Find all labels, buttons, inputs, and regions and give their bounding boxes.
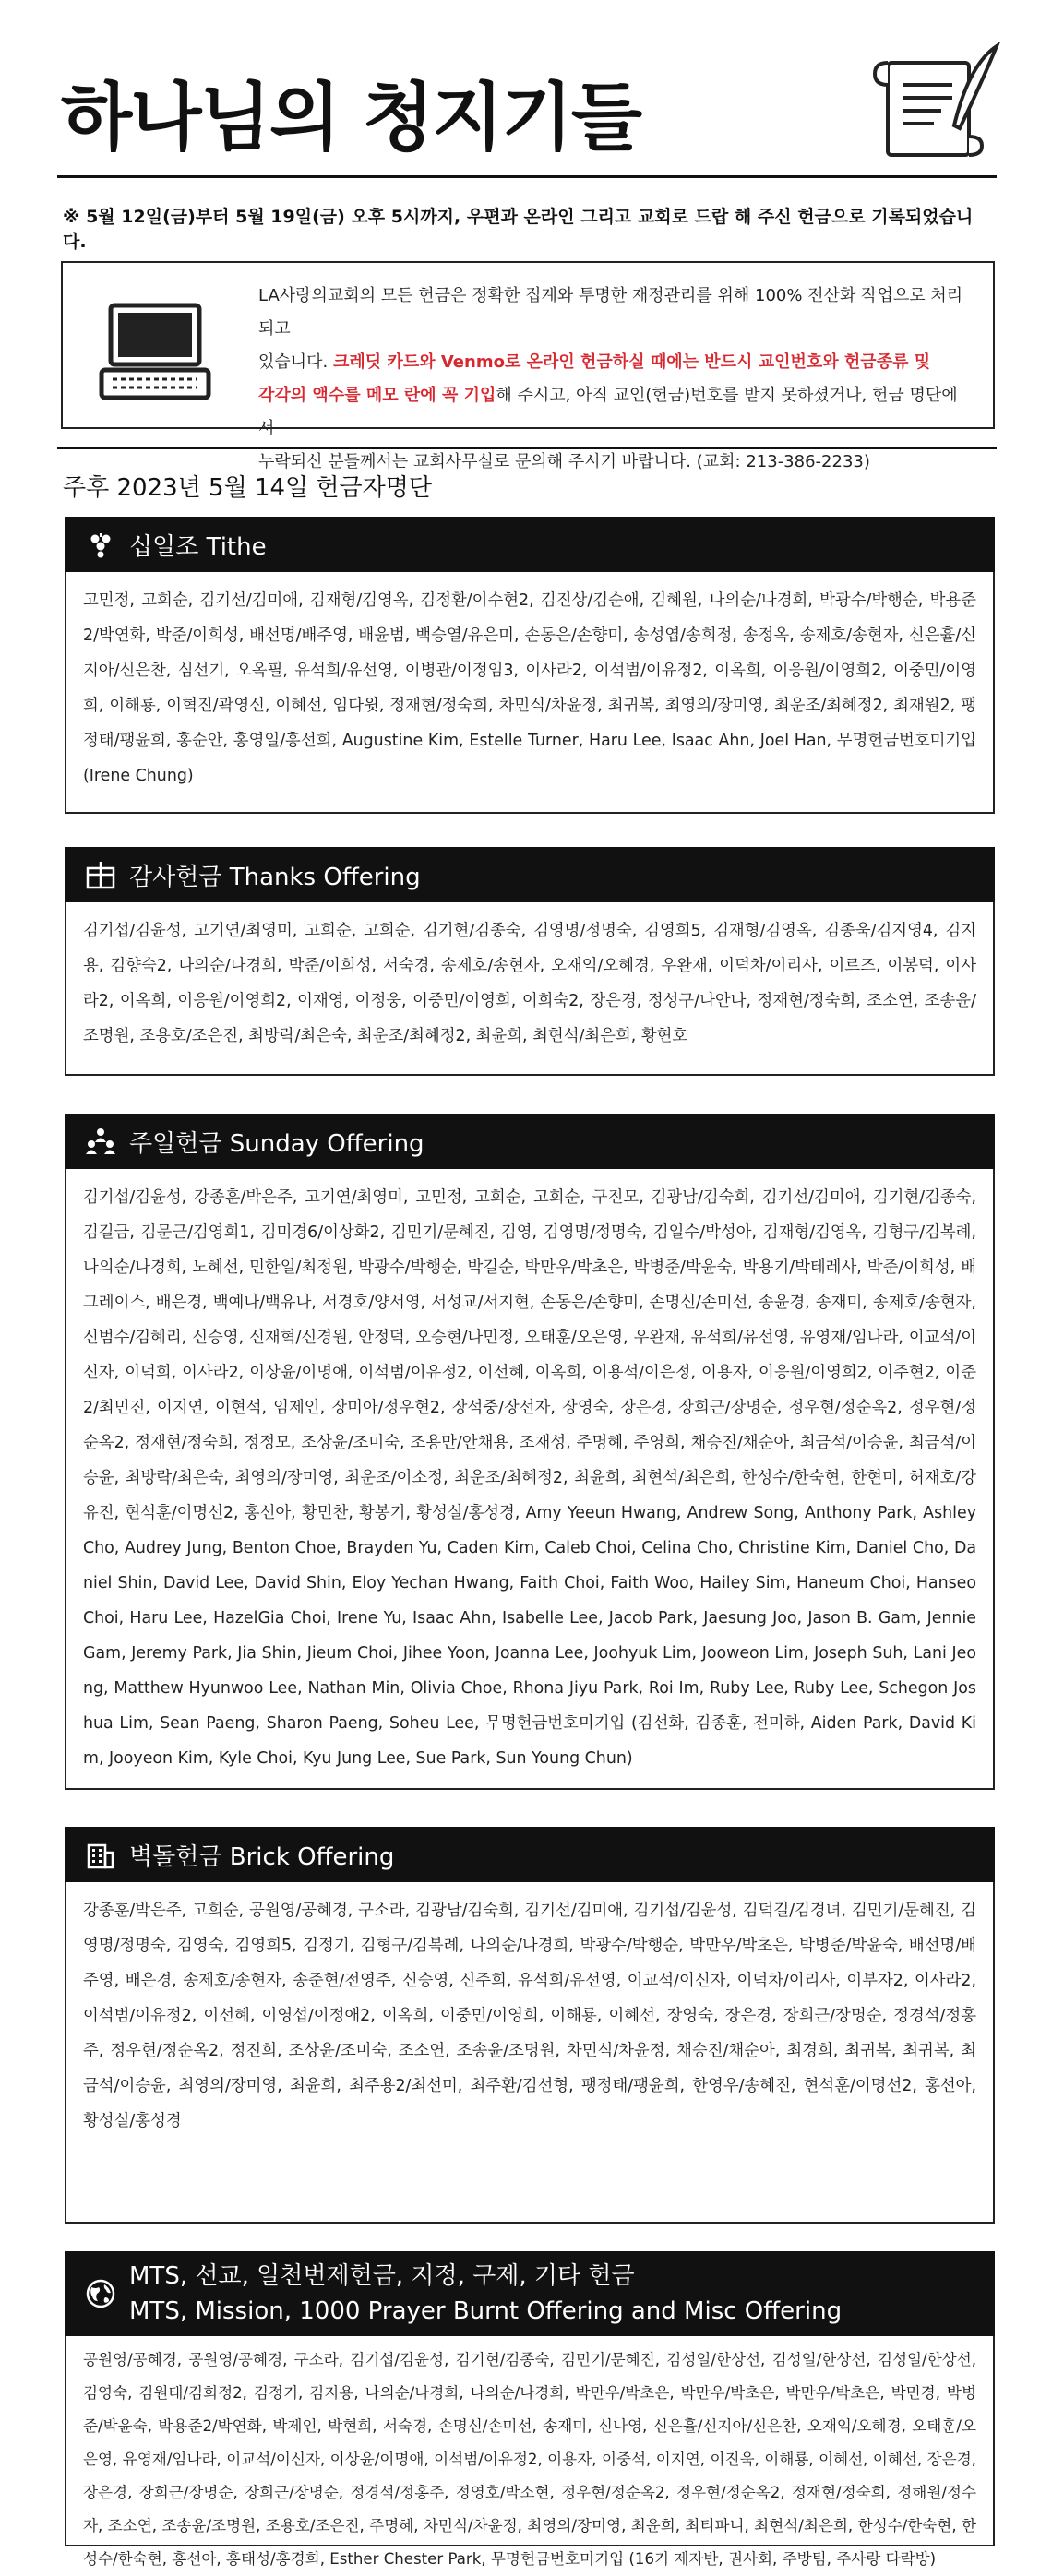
info-line-2: 있습니다. 크레딧 카드와 Venmo로 온라인 헌금하실 때에는 반드시 교인번호와 헌금종류 및: [258, 352, 931, 372]
section-body-brick: 강종훈/박은주, 고희순, 공원영/공혜경, 구소라, 김광남/김숙희, 김기선/김미애, 김기섭/김윤성, 김덕길/김경녀, 김민기/문혜진, 김영명/정명숙, 김영숙, 김영희5, 김정기, 김형구/김복례, 나의순/나경희, 박광수/박행순, 박만우/박초은, 박병준/박윤숙, 배선명/배주영, 배은경, 송제호/송현자, 송준현/전영주, 신승영, 신주희, 유석희/유선영, 이교석/이신자, 이덕차/이리사, 이부자2, 이사라2, 이석범/이유정2, 이선혜, 이영섭/이정애2, 이옥희, 이중민/이영희, 이해룡, 이혜선, 장영숙, 장은경, 장희근/장명순, 정경석/정홍주, 정우현/정순옥2, 정진희, 조상윤/조미숙, 조소연, 조송윤/조명원, 차민식/차윤정, 채승진/채순아, 최경희, 최귀복, 최귀복, 최금석/이승윤, 최영의/장미영, 최윤희, 최주용2/최선미, 최주환/김선형, 팽정태/팽윤희, 한영우/송혜진, 현석훈/이명선2, 홍선아, 황성실/홍성경: [65, 1882, 995, 2224]
section-header-thanks: [65, 847, 995, 902]
info-line-1: LA사랑의교회의 모든 헌금은 정확한 집계와 투명한 재정관리를 위해 100% 전산화 작업으로 처리되고: [258, 286, 963, 339]
recording-notice: ※ 5월 12일(금)부터 5월 19일(금) 오후 5시까지, 우편과 온라인 그리고 교회로 드랍 해 주신 헌금으로 기록되었습니다.: [63, 207, 974, 252]
page-title: 하나님의 청지기들: [61, 75, 641, 161]
section-title-mts-korean: MTS, 선교, 일천번제헌금, 지정, 구제, 기타 헌금: [129, 2262, 635, 2290]
title-rule: [57, 175, 997, 178]
info-box: [61, 261, 995, 471]
people-icon: [85, 1126, 116, 1157]
info-emphasis-2: 각각의 액수를 메모 란에 꼭 기입: [258, 386, 496, 405]
section-body-sunday: 김기섭/김윤성, 강종훈/박은주, 고기연/최영미, 고민정, 고희순, 고희순, 구진모, 김광남/김숙희, 김기선/김미애, 김기현/김종숙, 김길금, 김문근/김영희1, 김미경6/이상화2, 김민기/문혜진, 김영, 김영명/정명숙, 김일수/박성아, 김재형/김영옥, 김형구/김복례, 나의순/나경희, 노혜선, 민한일/최정원, 박광수/박행순, 박길순, 박만우/박초은, 박병준/박윤숙, 박용기/박테레사, 박준/이희성, 배그레이스, 배은경, 백예나/백유나, 서경호/양서영, 서성교/서지현, 손동은/손향미, 손명신/손미선, 송윤경, 송재미, 송제호/송현자, 신범수/김혜리, 신승영, 신재혁/신경원, 안정덕, 오승현/나민정, 오태훈/오은영, 우완재, 유석희/유선영, 유영재/임나라, 이교석/이신자, 이덕희, 이사라2, 이상윤/이명애, 이석범/이유정2, 이선혜, 이옥희, 이용석/이은정, 이용자, 이응원/이영희2, 이주현2, 이준2/최민진, 이지연, 이현석, 임제인, 장미아/정우현2, 장석중/장선자, 장영숙, 장은경, 장희근/장명순, 정우현/정순옥2, 정우현/정순옥2, 정재현/정숙희, 정정모, 조상윤/조미숙, 조용만/안채용, 조재성, 주명혜, 주영희, 채승진/채순아, 최금석/이승윤, 최금석/이승윤, 최방락/최은숙, 최영의/장미영, 최운조/이소정, 최운조/최혜정2, 최윤희, 최현석/최은희, 한성수/한숙현, 한현미, 허재호/강유진, 현석훈/이명선2, 홍선아, 황민찬, 황봉기, 황성실/홍성경, Amy Yeeun Hwang, Andrew Song, Anthony Park, Ashley Cho, Audrey Jung, Benton Choe, Brayden Yu, Caden Kim, Caleb Choi, Celina Cho, Christine Kim, Daniel Cho, Daniel Shin, David Lee, David Shin, Eloy Yechan Hwang, Faith Choi, Faith Woo, Hailey Sim, Haneum Choi, Hanseo Choi, Haru Lee, HazelGia Choi, Irene Yu, Isaac Ahn, Isabelle Lee, Jacob Park, Jaesung Joo, Jason B. Gam, Jennie Gam, Jeremy Park, Jia Shin, Jieum Choi, Jihee Yoon, Joanna Lee, Joohyuk Lim, Jooweon Lim, Joseph Suh, Lani Jeong, Matthew Hyunwoo Lee, Nathan Min, Olivia Choe, Rhona Jiyu Park, Roi Im, Ruby Lee, Ruby Lee, Schegon Joshua Lim, Sean Paeng, Sharon Paeng, Soheu Lee, 무명헌금번호미기입 (김선화, 김종훈, 전미하, Aiden Park, David Kim, Jooyeon Kim, Kyle Choi, Kyu Jung Lee, Sue Park, Sun Young Chun): [65, 1169, 995, 1790]
section-title-tithe: 십일조 Tithe: [129, 532, 267, 561]
computer-icon: [98, 302, 213, 403]
section-body-mts: 공원영/공혜경, 공원영/공혜경, 구소라, 김기섭/김윤성, 김기현/김종숙, 김민기/문혜진, 김성일/한상선, 김성일/한상선, 김성일/한상선, 김영숙, 김원태/김희정2, 김정기, 김지용, 나의순/나경희, 나의순/나경희, 박만우/박초은, 박만우/박초은, 박만우/박초은, 박민경, 박병준/박윤숙, 박용준2/박연화, 박제인, 박현희, 서숙경, 손명신/손미선, 송재미, 신나영, 신은휼/신지아/신은찬, 오재익/오혜경, 오태훈/오은영, 유영재/임나라, 이교석/이신자, 이상윤/이명애, 이석범/이유정2, 이용자, 이중석, 이지연, 이진욱, 이해룡, 이혜선, 이혜선, 장은경, 장은경, 장희근/장명순, 장희근/장명순, 정경석/정홍주, 정영호/박소현, 정우현/정순옥2, 정우현/정순옥2, 정재현/정숙희, 정해원/정수자, 조소연, 조송윤/조명원, 조용호/조은진, 주명혜, 차민식/차윤정, 최영의/장미영, 최윤희, 최티파니, 최현석/최은희, 한성수/한숙현, 한성수/한숙현, 홍선아, 홍태성/홍경희, Esther Chester Park, 무명헌금번호미기입 (16기 제자반, 권사회, 주방팀, 주사랑 다락방): [65, 2336, 995, 2546]
week-title: 주후 2023년 5월 14일 헌금자명단: [63, 474, 433, 502]
section-header-brick: [65, 1827, 995, 1882]
section-header-sunday: [65, 1114, 995, 1169]
section-title-mts-english: MTS, Mission, 1000 Prayer Burnt Offering and Misc Offering: [129, 2297, 843, 2325]
gift-icon: [85, 859, 116, 890]
scroll-quill-icon: [867, 37, 1006, 166]
info-line-4: 누락되신 분들께서는 교회사무실로 문의해 주시기 바랍니다. (교회: 213-386-2233): [258, 452, 870, 471]
section-header-tithe: [65, 517, 995, 572]
section-title-brick: 벽돌헌금 Brick Offering: [129, 1843, 395, 1871]
grapes-icon: [85, 529, 116, 560]
section-title-thanks: 감사헌금 Thanks Offering: [129, 863, 421, 891]
section-body-tithe: 고민정, 고희순, 김기선/김미애, 김재형/김영옥, 김정환/이수현2, 김진상/김순애, 김혜원, 나의순/나경희, 박광수/박행순, 박용준2/박연화, 박준/이희성, 배선명/배주영, 배윤범, 백승열/유은미, 손동은/손향미, 송성엽/송희정, 송정옥, 송제호/송현자, 신은휼/신지아/신은찬, 심선기, 오옥필, 유석희/유선영, 이병관/이정임3, 이사라2, 이석범/이유정2, 이옥희, 이응원/이영희2, 이중민/이영희, 이해룡, 이혁진/곽영신, 이혜선, 임다윗, 정재현/정숙희, 차민식/차윤정, 최귀복, 최영의/장미영, 최운조/최혜정2, 최재원2, 팽정태/팽윤희, 홍순안, 홍영일/홍선희, Augustine Kim, Estelle Turner, Haru Lee, Isaac Ahn, Joel Han, 무명헌금번호미기입 (Irene Chung): [65, 572, 995, 814]
section-header-mts: [65, 2251, 995, 2336]
building-icon: [85, 1839, 116, 1870]
section-body-thanks: 김기섭/김윤성, 고기연/최영미, 고희순, 고희순, 김기현/김종숙, 김영명/정명숙, 김영희5, 김재형/김영옥, 김종욱/김지영4, 김지용, 김향숙2, 나의순/나경희, 박준/이희성, 서숙경, 송제호/송현자, 오재익/오혜경, 우완재, 이덕차/이리사, 이르즈, 이봉덕, 이사라2, 이옥희, 이응원/이영희2, 이재영, 이정웅, 이중민/이영희, 이희숙2, 장은경, 정성구/나안나, 정재현/정숙희, 조소연, 조송윤/조명원, 조용호/조은진, 최방락/최은숙, 최운조/최혜정2, 최윤희, 최현석/최은희, 황현호: [65, 902, 995, 1076]
section-title-sunday: 주일헌금 Sunday Offering: [129, 1129, 424, 1158]
section-title-mts: [129, 2259, 842, 2329]
info-line-3: 각각의 액수를 메모 란에 꼭 기입해 주시고, 아직 교인(헌금)번호를 받지 못하셨거나, 헌금 명단에서: [258, 386, 958, 438]
info-rule: [57, 447, 997, 449]
info-emphasis-1: 크레딧 카드와 Venmo로 온라인 헌금하실 때에는 반드시 교인번호와 헌금종류 및: [333, 352, 931, 372]
globe-icon: [85, 2278, 116, 2309]
